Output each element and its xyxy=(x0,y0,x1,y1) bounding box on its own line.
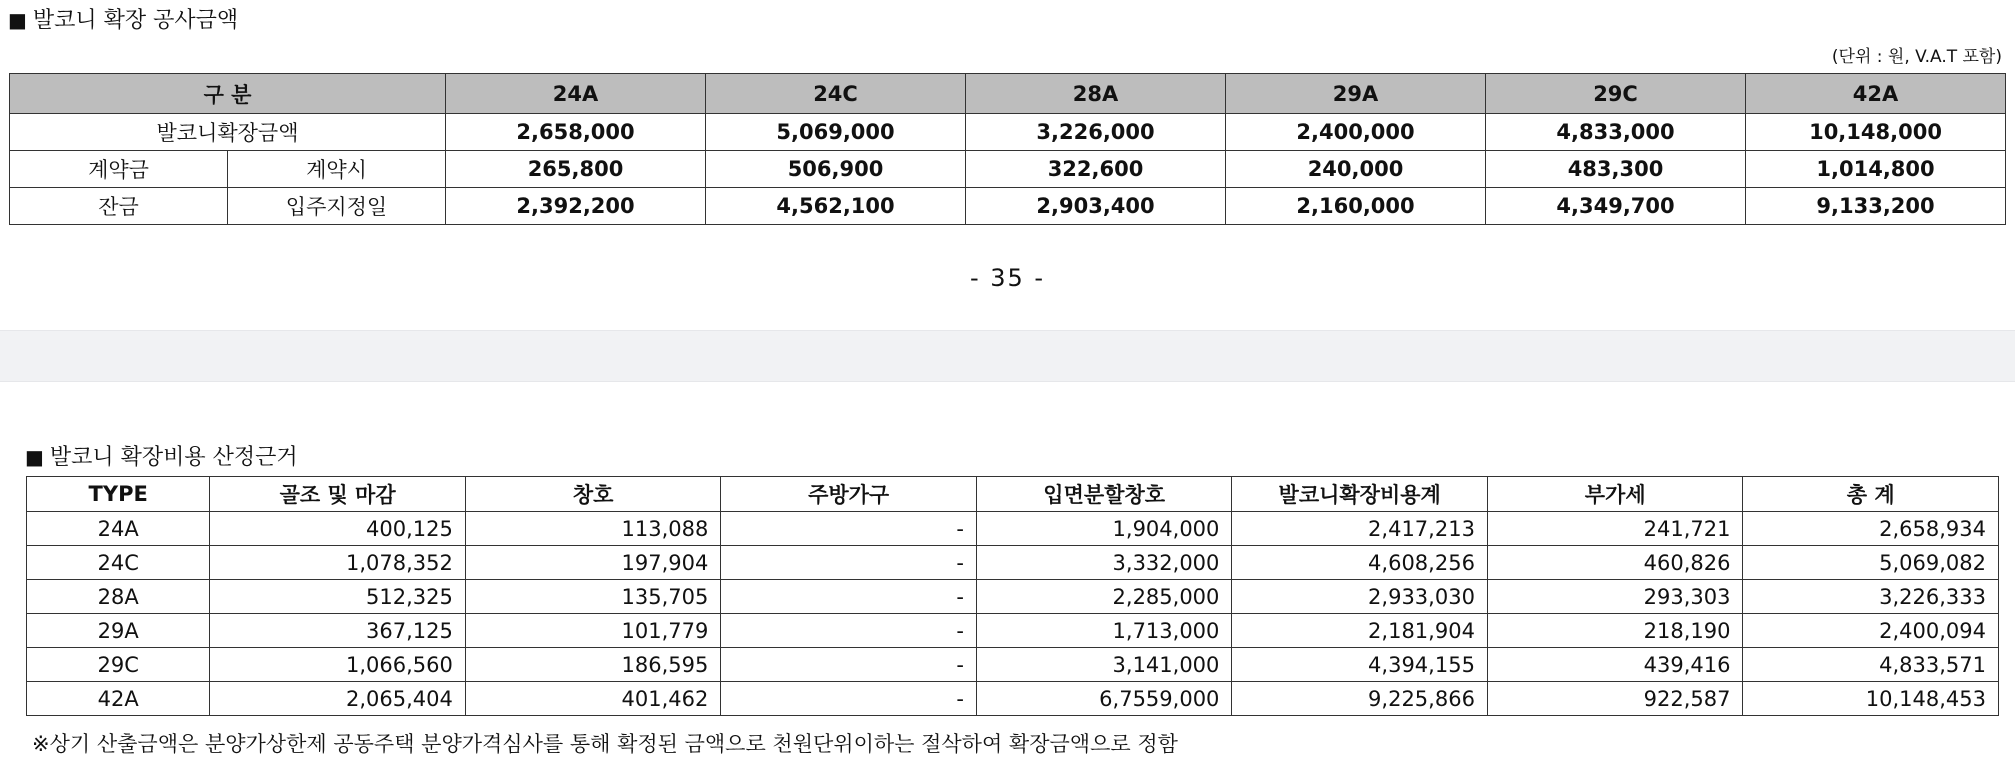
table-cell: 2,400,000 xyxy=(1226,114,1486,151)
table-cell: - xyxy=(721,614,977,648)
table-cell: 2,400,094 xyxy=(1743,614,1999,648)
table-cell: 506,900 xyxy=(706,151,966,188)
page-number: - 35 - xyxy=(969,264,1046,292)
table-row xyxy=(10,188,2006,225)
table-cell: 400,125 xyxy=(210,512,466,546)
table-cell: 401,462 xyxy=(465,682,721,716)
table-row xyxy=(27,614,1999,648)
table-cell: 4,394,155 xyxy=(1232,648,1488,682)
section-title-cost-basis: ■ 발코니 확장비용 산정근거 xyxy=(25,445,298,470)
header-cell: 창호 xyxy=(465,477,721,512)
table-cell: 2,658,000 xyxy=(446,114,706,151)
table-cell: - xyxy=(721,546,977,580)
header-type: 24A xyxy=(446,74,706,114)
table-cell: 4,833,571 xyxy=(1743,648,1999,682)
cost-basis-table xyxy=(26,476,1999,716)
header-cell: 입면분할창호 xyxy=(976,477,1232,512)
table-cell: 10,148,453 xyxy=(1743,682,1999,716)
table-row xyxy=(10,151,2006,188)
type-cell: 28A xyxy=(27,580,210,614)
table-cell: 2,903,400 xyxy=(966,188,1226,225)
table-cell: 4,833,000 xyxy=(1486,114,1746,151)
table-header-row xyxy=(27,477,1999,512)
header-cell: 주방가구 xyxy=(721,477,977,512)
table-row xyxy=(27,682,1999,716)
footnote: ※상기 산출금액은 분양가상한제 공동주택 분양가격심사를 통해 확정된 금액으로 천원단위이하는 절삭하여 확장금액으로 정함 xyxy=(32,732,1178,756)
header-type: 29A xyxy=(1226,74,1486,114)
table-cell: 2,933,030 xyxy=(1232,580,1488,614)
header-cell: 총 계 xyxy=(1743,477,1999,512)
table-cell: 1,014,800 xyxy=(1746,151,2006,188)
header-type: 24C xyxy=(706,74,966,114)
table-cell: 240,000 xyxy=(1226,151,1486,188)
table-cell: 2,181,904 xyxy=(1232,614,1488,648)
row-label: 발코니확장금액 xyxy=(10,114,446,151)
table-cell: 4,349,700 xyxy=(1486,188,1746,225)
type-cell: 24C xyxy=(27,546,210,580)
table-cell: 113,088 xyxy=(465,512,721,546)
table-cell: 1,904,000 xyxy=(976,512,1232,546)
row-sublabel: 계약시 xyxy=(228,151,446,188)
header-cell: 부가세 xyxy=(1487,477,1743,512)
table-cell: 460,826 xyxy=(1487,546,1743,580)
table-cell: - xyxy=(721,580,977,614)
table-cell: 922,587 xyxy=(1487,682,1743,716)
type-cell: 42A xyxy=(27,682,210,716)
table-cell: - xyxy=(721,682,977,716)
table-cell: 3,226,000 xyxy=(966,114,1226,151)
table-cell: 3,141,000 xyxy=(976,648,1232,682)
table-cell: 6,7559,000 xyxy=(976,682,1232,716)
table-cell: 2,065,404 xyxy=(210,682,466,716)
table-cell: 1,066,560 xyxy=(210,648,466,682)
square-bullet-icon: ■ xyxy=(8,8,27,32)
table-cell: 293,303 xyxy=(1487,580,1743,614)
type-cell: 29C xyxy=(27,648,210,682)
header-type: 29C xyxy=(1486,74,1746,114)
page-separator xyxy=(0,330,2015,382)
table-cell: 101,779 xyxy=(465,614,721,648)
table-cell: 3,226,333 xyxy=(1743,580,1999,614)
table-cell: - xyxy=(721,512,977,546)
table-row xyxy=(10,114,2006,151)
table-cell: 186,595 xyxy=(465,648,721,682)
table-cell: 265,800 xyxy=(446,151,706,188)
table-cell: 4,608,256 xyxy=(1232,546,1488,580)
table-cell: 512,325 xyxy=(210,580,466,614)
table-cell: 2,417,213 xyxy=(1232,512,1488,546)
table-row xyxy=(27,546,1999,580)
table-row xyxy=(27,512,1999,546)
header-category: 구 분 xyxy=(10,74,446,114)
type-cell: 29A xyxy=(27,614,210,648)
table-row xyxy=(27,648,1999,682)
balcony-cost-table xyxy=(9,73,2006,225)
table-cell: 2,285,000 xyxy=(976,580,1232,614)
table-cell: 197,904 xyxy=(465,546,721,580)
table-cell: 439,416 xyxy=(1487,648,1743,682)
table-cell: 322,600 xyxy=(966,151,1226,188)
unit-note: (단위 : 원, V.A.T 포함) xyxy=(1831,47,2002,67)
table-cell: 241,721 xyxy=(1487,512,1743,546)
table-cell: 483,300 xyxy=(1486,151,1746,188)
table-cell: 9,133,200 xyxy=(1746,188,2006,225)
table-cell: 9,225,866 xyxy=(1232,682,1488,716)
table-cell: 4,562,100 xyxy=(706,188,966,225)
header-type: 42A xyxy=(1746,74,2006,114)
section-title-balcony-cost: ■ 발코니 확장 공사금액 xyxy=(8,8,239,33)
table-cell: 3,332,000 xyxy=(976,546,1232,580)
table-cell: 1,078,352 xyxy=(210,546,466,580)
header-cell: 발코니확장비용계 xyxy=(1232,477,1488,512)
row-sublabel: 입주지정일 xyxy=(228,188,446,225)
table-cell: 2,392,200 xyxy=(446,188,706,225)
type-cell: 24A xyxy=(27,512,210,546)
table-cell: 10,148,000 xyxy=(1746,114,2006,151)
table-cell: 5,069,082 xyxy=(1743,546,1999,580)
table-cell: 1,713,000 xyxy=(976,614,1232,648)
table-cell: 5,069,000 xyxy=(706,114,966,151)
header-type: 28A xyxy=(966,74,1226,114)
table-header-row xyxy=(10,74,2006,114)
table-cell: 2,658,934 xyxy=(1743,512,1999,546)
header-cell: TYPE xyxy=(27,477,210,512)
row-label: 잔금 xyxy=(10,188,228,225)
header-cell: 골조 및 마감 xyxy=(210,477,466,512)
square-bullet-icon: ■ xyxy=(25,445,44,469)
table-cell: 218,190 xyxy=(1487,614,1743,648)
table-cell: 367,125 xyxy=(210,614,466,648)
table-cell: 2,160,000 xyxy=(1226,188,1486,225)
table-cell: 135,705 xyxy=(465,580,721,614)
table-row xyxy=(27,580,1999,614)
row-label: 계약금 xyxy=(10,151,228,188)
table-cell: - xyxy=(721,648,977,682)
